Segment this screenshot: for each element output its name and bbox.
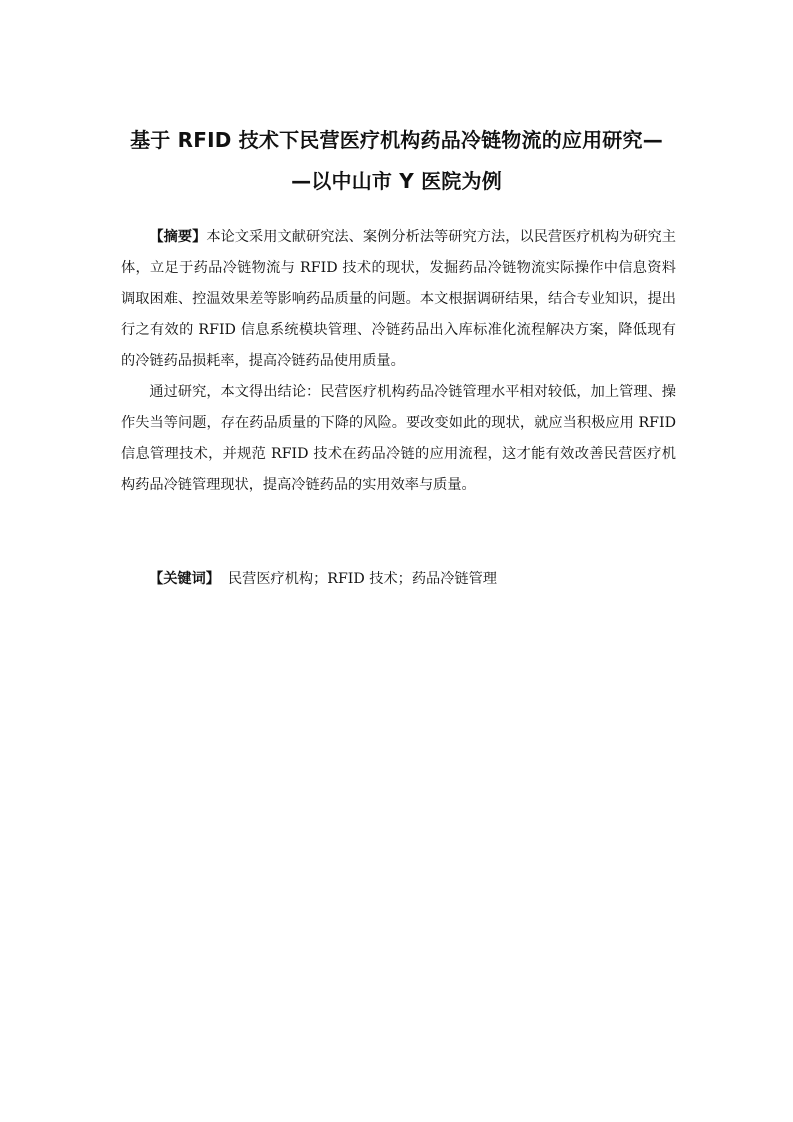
keywords-section <box>149 564 689 595</box>
keywords-label: 【关键词】 <box>149 571 220 587</box>
abstract-text-1: 本论文采用文献研究法、案例分析法等研究方法，以民营医疗机构为研究主体，立足于药品冷链物流与 RFID 技术的现状，发掘药品冷链物流实际操作中信息资料调取困难、控温效果差等影响药品质量的问题。本文根据调研结果，结合专业知识，提出行之有效的 RFID 信息系统模块管理、冷链药品出入库标准化流程解决方案，降低现有的冷链药品损耗率，提高冷链药品使用质量。 <box>121 229 676 369</box>
keywords-value: 民营医疗机构；RFID 技术；药品冷链管理 <box>227 571 497 587</box>
abstract-paragraph-1 <box>121 222 676 377</box>
abstract-section <box>121 222 676 501</box>
paper-title-line-1: 基于 RFID 技术下民营医疗机构药品冷链物流的应用研究— <box>130 128 663 152</box>
abstract-paragraph-2: 通过研究，本文得出结论：民营医疗机构药品冷链管理水平相对较低，加上管理、操作失当等问题，存在药品质量的下降的风险。要改变如此的现状，就应当积极应用 RFID 信息管理技术，并规范 RFID 技术在药品冷链的应用流程，这才能有效改善民营医疗机构药品冷链管理现状，提高冷链药品的实用效率与质量。 <box>121 384 676 493</box>
abstract-label: 【摘要】 <box>149 229 207 245</box>
paper-title-line-2: —以中山市 Y 医院为例 <box>291 169 502 193</box>
